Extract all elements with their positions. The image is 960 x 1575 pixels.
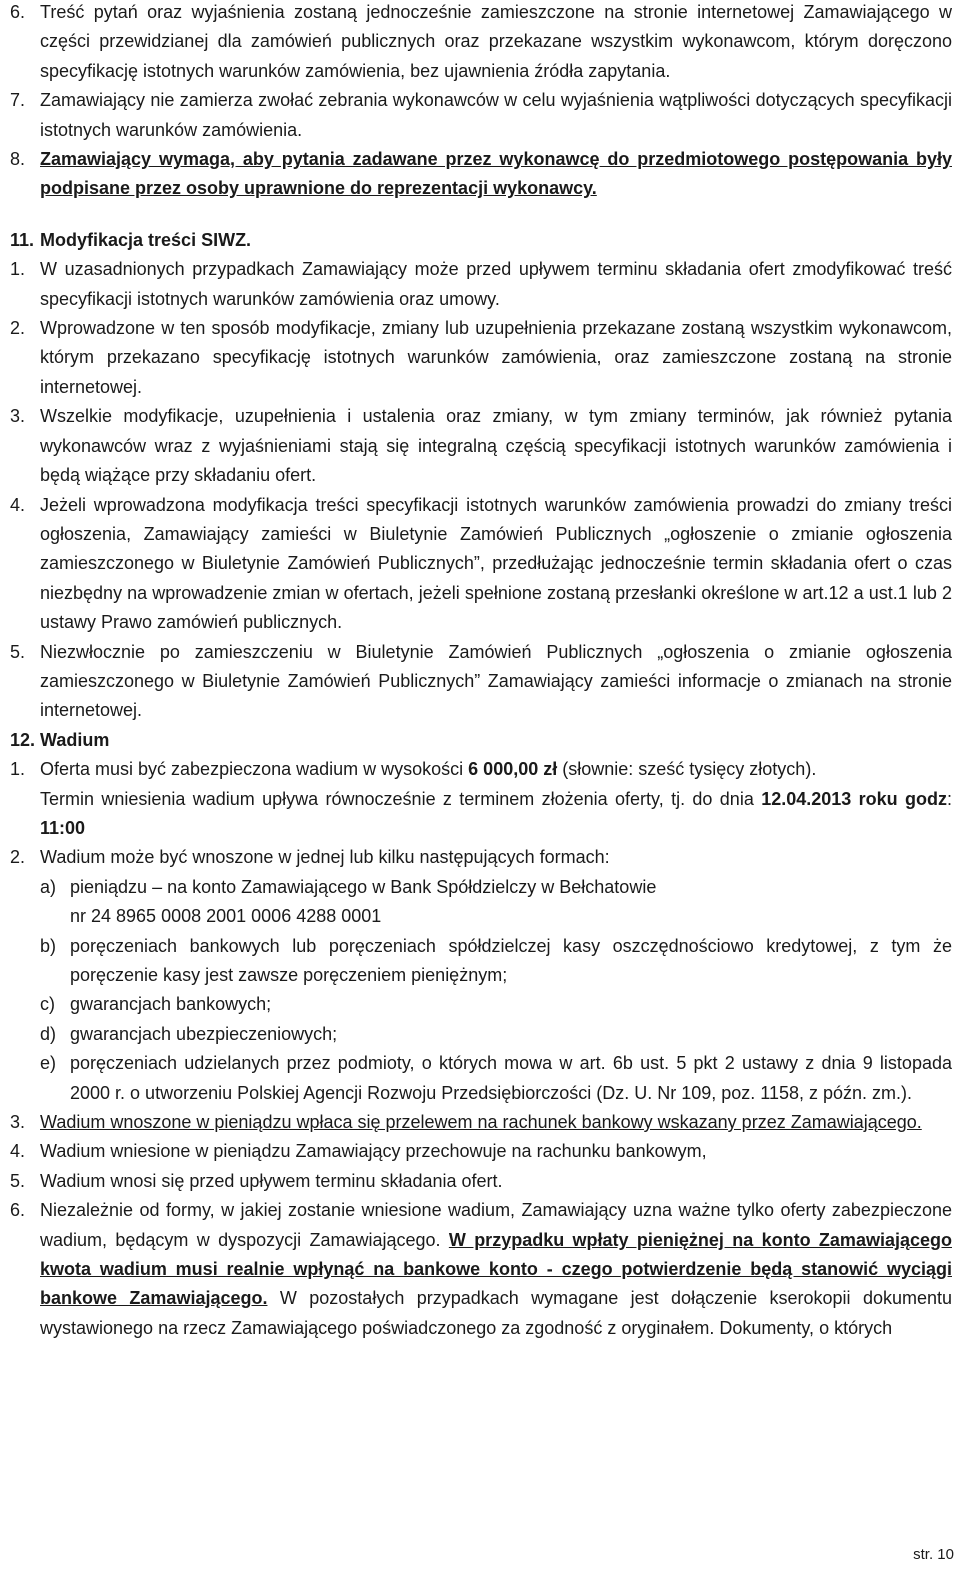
section-heading [10,726,952,755]
sub-item-text: gwarancjach bankowych; [70,994,272,1015]
list-item [10,755,952,843]
item-number: 5. [10,641,26,662]
section-number: 12. [10,729,36,750]
list-item [10,86,952,145]
item-number: 8. [10,149,26,170]
item-text: Wszelkie modyfikacje, uzupełnienia i ustalenia oraz zmiany, w tym zmiany terminów, jak również pytania wykonawców wraz z wyjaśnieniami stają się integralną częścią specyfikacji istotnych warunków zamówienia i będą wiążące przy składaniu ofert. [40,406,952,486]
item-number: 2. [10,847,26,868]
item-body [40,1196,952,1343]
list-item [10,1167,952,1196]
list-item [10,402,952,490]
item-number: 1. [10,259,26,280]
emphasized-text: W przypadku wpłaty pieniężnej na konto Zamawiającego kwota wadium musi realnie wpłynąć na bankowe konto - czego potwierdzenie będą stanowić wyciągi bankowe Zamawiającego. [40,1229,952,1309]
section-title: Modyfikacja treści SIWZ. [40,229,252,250]
list-item [10,255,952,314]
item-body [40,755,952,843]
section-number: 11. [10,229,35,250]
sub-item-letter: b) [40,935,57,956]
page-number: str. 10 [913,1546,954,1563]
item-number: 4. [10,1141,26,1162]
item-text: Wadium może być wnoszone w jednej lub kilku następujących formach: [40,847,610,868]
list-item [10,145,952,204]
list-item [10,1108,952,1137]
deadline-time: 11:00 [40,817,86,838]
item-text: Wprowadzone w ten sposób modyfikacje, zmiany lub uzupełnienia przekazane zostaną wszystkim wykonawcom, którym przekazano specyfikację istotnych warunków zamówienia, oraz zamieszczone zostaną na stronie internetowej. [40,318,952,397]
list-item [10,314,952,402]
item-text: Treść pytań oraz wyjaśnienia zostaną jednocześnie zamieszczone na stronie internetowej Zamawiającego w części przewidzianej dla zamówień publicznych oraz przekazane wszystkim wykonawcom, którym doręczono specyfikację istotnych warunków zamówienia, bez ujawnienia źródła zapytania. [40,2,952,81]
sub-list-item [40,932,952,991]
section-title: Wadium [40,729,110,750]
item-number: 3. [10,406,26,427]
sub-item-letter: d) [40,1023,57,1044]
document-page [10,0,952,1343]
item-text: Wadium wnoszone w pieniądzu wpłaca się przelewem na rachunek bankowy wskazany przez Zamawiającego. [40,1112,922,1133]
item-text: Wadium wniesione w pieniądzu Zamawiający przechowuje na rachunku bankowym, [40,1141,707,1162]
item-text: Jeżeli wprowadzona modyfikacja treści specyfikacji istotnych warunków zamówienia prowadzi do zmiany treści ogłoszenia, Zamawiający zamieści w Biuletynie Zamówień Publicznych „ogłoszenie o zmianie ogłoszenia zamieszczonego w Biuletynie Zamówień Publicznych”, przedłużając jednocześnie termin składania ofert o czas niezbędny na wprowadzenie zmian w ofertach, jeżeli spełnione zostaną przesłanki określone w art.12 a ust.1 lub 2 ustawy Prawo zamówień publicznych. [40,494,952,633]
list-item [10,638,952,726]
section-heading [10,226,952,255]
sub-item-body [70,873,952,932]
item-number: 6. [10,2,26,22]
sub-item-letter: e) [40,1053,57,1074]
sub-item-letter: c) [40,994,55,1015]
list-item [10,1196,952,1343]
item-text: Wadium wnosi się przed upływem terminu składania ofert. [40,1170,503,1191]
item-number: 6. [10,1200,26,1221]
list-item [10,0,952,86]
item-number: 4. [10,494,26,515]
sub-item-letter: a) [40,876,57,897]
text-run: Niezależnie od formy, w jakiej zostanie wniesione wadium, Zamawiający uzna ważne tylko oferty zabezpieczone wadium, będącym w dyspozycji Zamawiającego. [40,1200,952,1250]
item-number: 1. [10,759,26,780]
sub-item-text: poręczeniach udzielanych przez podmioty, o których mowa w art. 6b ust. 5 pkt 2 ustawy z dnia 9 listopada 2000 r. o utworzeniu Polskiej Agencji Rozwoju Przedsiębiorczości (Dz. U. Nr 109, poz. 1158, z późn. zm.). [70,1053,952,1103]
text-run: Termin wniesienia wadium upływa równocześnie z terminem złożenia oferty, tj. do dnia [40,788,762,809]
item-text: W uzasadnionych przypadkach Zamawiający może przed upływem terminu składania ofert zmodyfikować treść specyfikacji istotnych warunków zamówienia oraz umowy. [40,259,952,309]
item-number: 2. [10,318,26,339]
sub-list-item [40,990,952,1019]
item-number: 7. [10,90,26,111]
item-paragraph [40,785,952,844]
sub-item-text: gwarancjach ubezpieczeniowych; [70,1023,338,1044]
list-item [10,491,952,638]
item-text: Niezwłocznie po zamieszczeniu w Biuletynie Zamówień Publicznych „ogłoszenia o zmianie ogłoszenia zamieszczonego w Biuletynie Zamówień Publicznych” Zamawiający zamieści informacje o zmianach na stronie internetowej. [40,641,952,721]
item-text: Zamawiający wymaga, aby pytania zadawane przez wykonawcę do przedmiotowego postępowania były podpisane przez osoby uprawnione do reprezentacji wykonawcy. [40,149,952,199]
item-number: 3. [10,1112,26,1133]
wadium-amount: 6 000,00 zł [468,759,558,780]
item-text: Zamawiający nie zamierza zwołać zebrania wykonawców w celu wyjaśnienia wątpliwości dotyczących specyfikacji istotnych warunków zamówienia. [40,90,952,140]
item-body [40,843,952,1108]
spacer [10,204,952,226]
list-item [10,843,952,1108]
item-number: 5. [10,1170,26,1191]
sub-item-text: pieniądzu – na konto Zamawiającego w Bank Spółdzielczy w Bełchatowie [70,876,657,897]
bank-account-number: nr 24 8965 0008 2001 0006 4288 0001 [70,906,382,927]
text-run: (słownie: sześć tysięcy złotych). [557,759,817,780]
deadline-date: 12.04.2013 roku godz [761,788,947,809]
text-run: : [946,788,952,809]
sub-list-item [40,1049,952,1108]
text-run: Oferta musi być zabezpieczona wadium w wysokości [40,759,469,780]
sub-list-item [40,1020,952,1049]
list-item [10,1137,952,1166]
item-paragraph [40,755,952,784]
sub-list-item [40,873,952,932]
sub-item-text: poręczeniach bankowych lub poręczeniach spółdzielczej kasy oszczędnościowo kredytowej, z tym że poręczenie kasy jest zawsze poręczeniem pieniężnym; [70,935,952,985]
text-run: W pozostałych przypadkach wymagane jest dołączenie kserokopii dokumentu wystawionego na rzecz Zamawiającego poświadczonego za zgodność z oryginałem. Dokumenty, o których [40,1288,953,1338]
